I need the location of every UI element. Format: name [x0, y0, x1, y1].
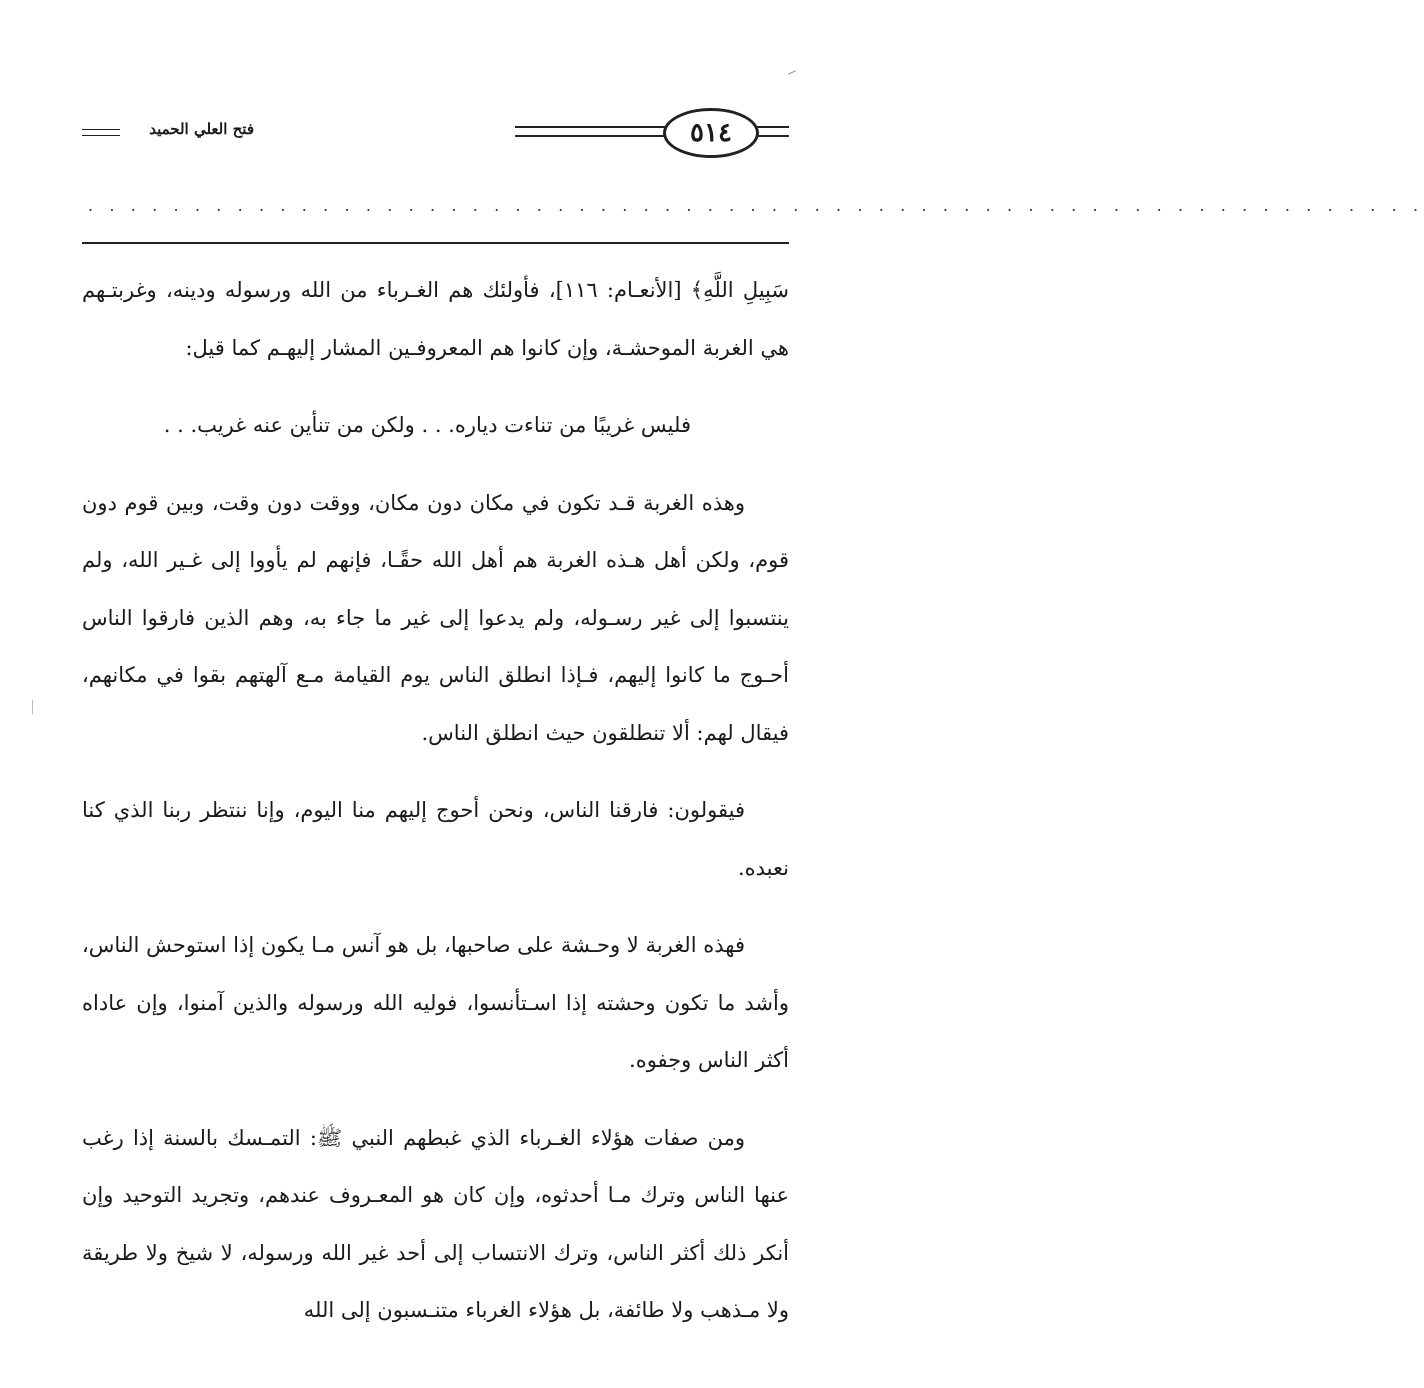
paragraph: فهذه الغربة لا وحـشة على صاحبها، بل هو آنس مـا يكون إذا استوحش الناس، وأشد ما تكون وحشته إذا اسـتأنسوا، فوليه الله ورسوله والذين آمنوا، وإن عاداه أكثر الناس وجفوه.	[82, 933, 789, 1072]
paragraph: ومن صفات هؤلاء الغـرباء الذي غبطهم النبي ﷺ: التمـسك بالسنة إذا رغب عنها الناس وترك مـا أحدثوه، وإن كان هو المعـروف عندهم، وتجريد التوحيد وإن أنكر ذلك أكثر الناس، وترك الانتساب إلى أحد غير الله ورسوله، لا شيخ ولا طريقة ولا مـذهب ولا طائفة، بل هؤلاء الغرباء متنـسبون إلى الله	[82, 1125, 789, 1322]
footnote-dotted-line: . . . . . . . . . . . . . . . . . . . . . . . . . . . . . . . . . . . . . . . . . . . . . . . . . . . . . . . . . . . . . . .	[88, 196, 1424, 215]
header-separator-rule	[82, 242, 789, 244]
paragraph: سَبِيلِ اللَّهِ﴾ [الأنعـام: ١١٦]، فأولئك هم الغـرباء من الله ورسوله ودينه، وغربتـهم هي الغربة الموحشـة، وإن كانوا هم المعروفـين المشار إليهـم كما قيل:	[82, 278, 789, 360]
scan-mark	[32, 700, 33, 714]
page-number: ٥١٤	[663, 108, 759, 158]
header-short-rule	[82, 129, 120, 136]
poetry-verse: فليس غريبًا من تناءت دياره. . . ولكن من تنأين عنه غريب. . .	[163, 413, 691, 437]
running-title: فتح العلي الحميد	[149, 120, 254, 138]
paragraph: وهذه الغربة قـد تكون في مكان دون مكان، ووقت دون وقت، وبين قوم دون قوم، ولكن أهل هـذه الغربة هم أهل الله حقًـا، فإنهم لم يأووا إلى غـير الله، ولم ينتسبوا إلى غير رسـوله، ولم يدعوا إلى غير ما جاء به، وهم الذين فارقوا الناس أحـوج ما كانوا إليهم، فـإذا انطلق الناس يوم القيامة مـع آلهتهم بقوا في مكانهم، فيقال لهم: ألا تنطلقون حيث انطلق الناس.	[82, 490, 789, 745]
body-text	[82, 262, 789, 1340]
paragraph: فيقولون: فارقنا الناس، ونحن أحوج إليهم منا اليوم، وإنا ننتظر ربنا الذي كنا نعبده.	[82, 798, 789, 880]
scan-mark	[788, 70, 796, 74]
